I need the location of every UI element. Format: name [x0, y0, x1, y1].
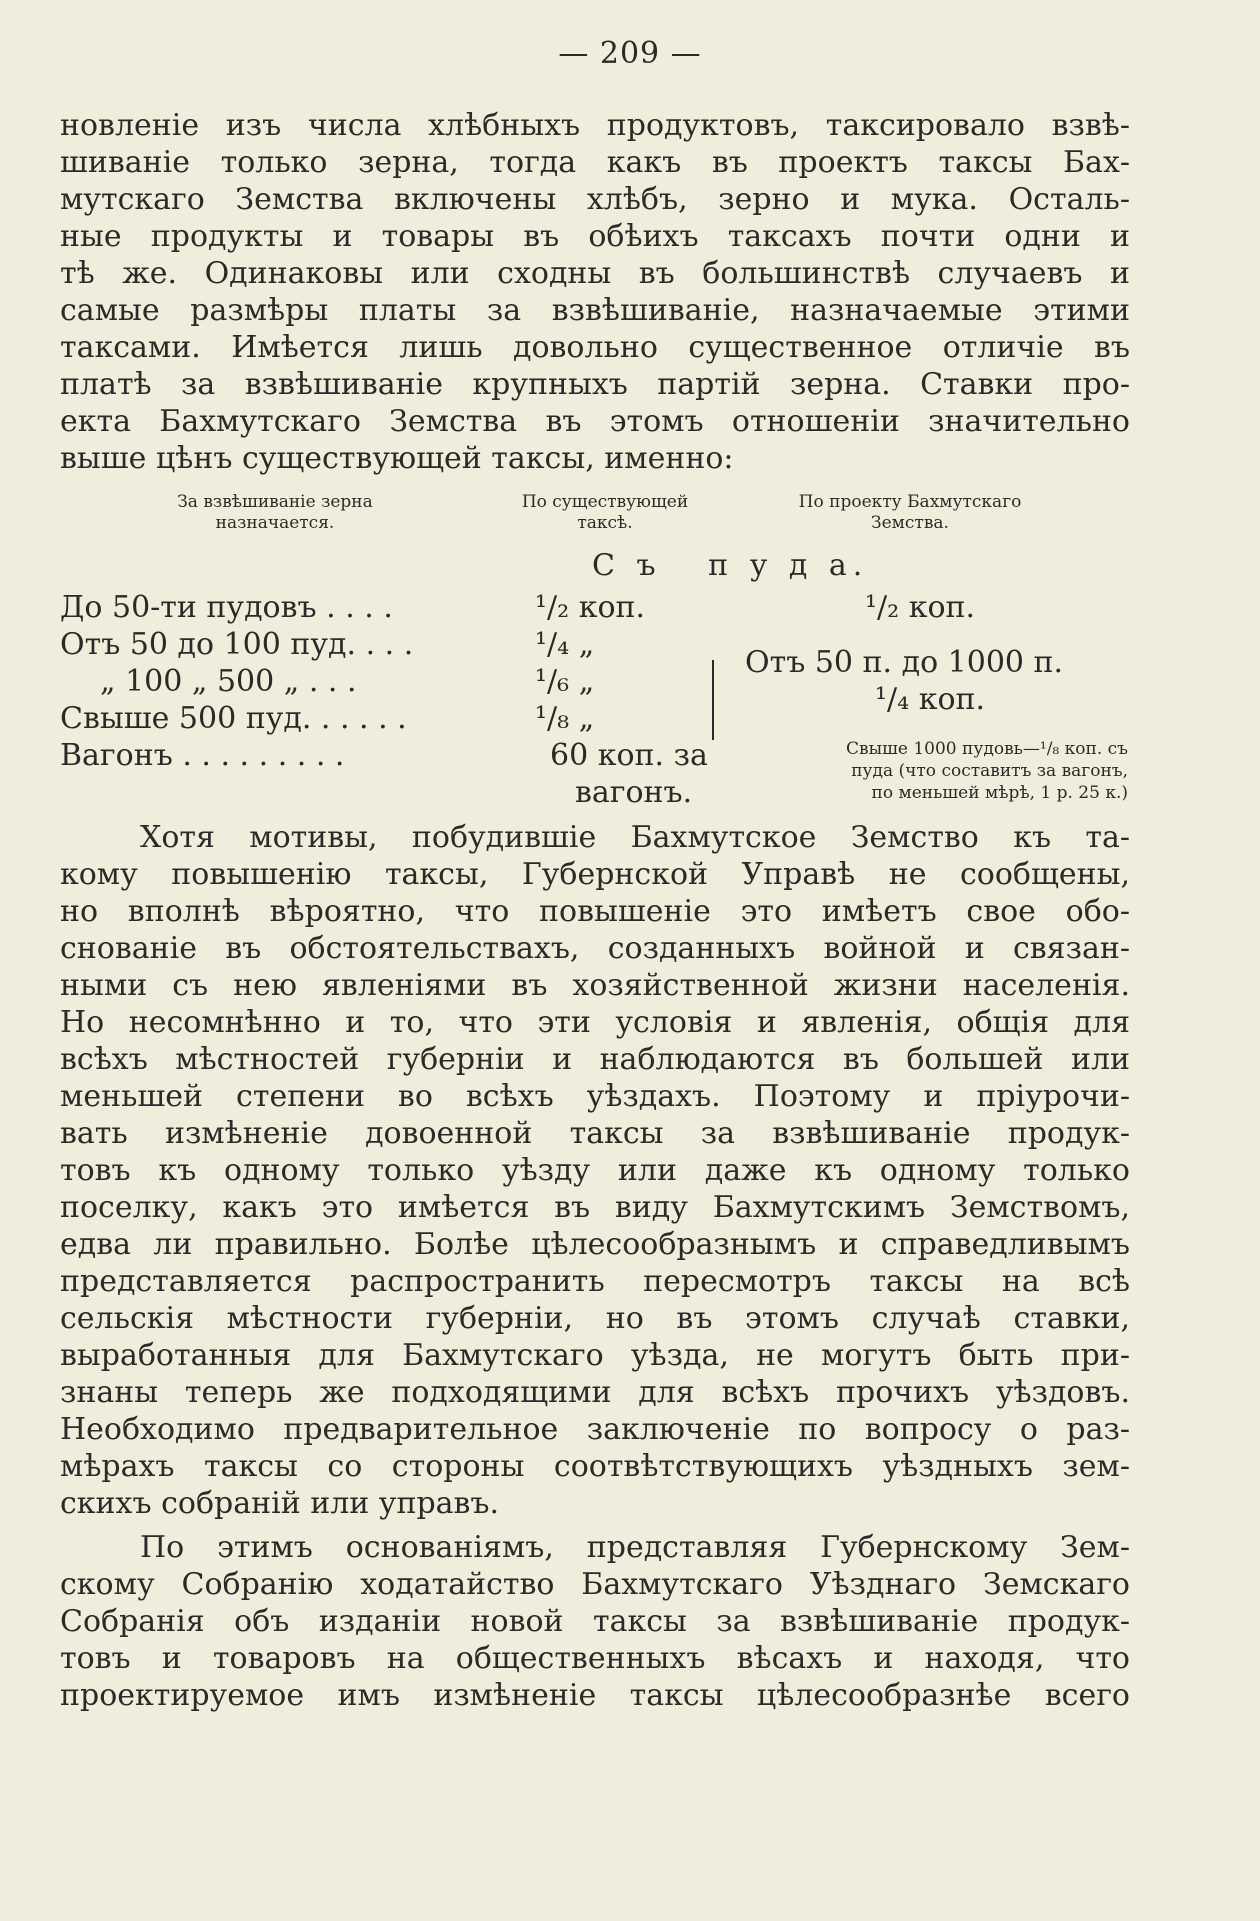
- row-label: Вагонъ . . . . . . . . .: [60, 738, 345, 773]
- text-line: новленіе изъ числа хлѣбныхъ продуктовъ, таксировало взвѣ-: [60, 108, 1130, 143]
- text-line: Хотя мотивы, побудившіе Бахмутское Земство къ та-: [140, 820, 1130, 855]
- row-existing: ¹/₆ „: [535, 664, 595, 699]
- note-line: Свыше 1000 пудовь—¹/₈ коп. съ: [845, 739, 1128, 759]
- text-line: поселку, какъ это имѣется въ виду Бахмутскимъ Земствомъ,: [60, 1190, 1130, 1225]
- text-line: скихъ собраній или управъ.: [60, 1486, 500, 1521]
- column-header-weight: [140, 492, 410, 534]
- row-label: Отъ 50 до 100 пуд. . . .: [60, 627, 414, 662]
- text-line: вать измѣненіе довоенной таксы за взвѣшиваніе продук-: [60, 1116, 1130, 1151]
- text-line: По этимъ основаніямъ, представляя Губернскому Зем-: [140, 1530, 1130, 1565]
- text-line: сельскія мѣстности губерніи, но въ этомъ случаѣ ставки,: [60, 1301, 1130, 1336]
- row-existing-cont: вагонъ.: [575, 775, 693, 810]
- row-existing: 60 коп. за: [550, 738, 708, 773]
- text-line: ные продукты и товары въ обѣихъ таксахъ почти одни и: [60, 219, 1130, 254]
- note-line: пуда (что составитъ за вагонъ,: [851, 761, 1128, 781]
- text-line: мутскаго Земства включены хлѣбъ, зерно и мука. Осталь-: [60, 182, 1130, 217]
- text-line: представляется распространить пересмотръ таксы на всѣ: [60, 1264, 1130, 1299]
- text-line: скому Собранію ходатайство Бахмутскаго Уѣзднаго Земскаго: [60, 1567, 1130, 1602]
- text-line: Но несомнѣнно и то, что эти условія и явленія, общія для: [60, 1005, 1130, 1040]
- column-header-existing: [490, 492, 720, 534]
- project-range-value: ¹/₄ коп.: [875, 682, 986, 717]
- text-line: но вполнѣ вѣроятно, что повышеніе это имѣетъ свое обо-: [60, 894, 1130, 929]
- project-first: ¹/₂ коп.: [865, 590, 976, 625]
- text-line: тѣ же. Одинаковы или сходны въ большинствѣ случаевъ и: [60, 256, 1130, 291]
- text-line: Необходимо предварительное заключеніе по вопросу о раз-: [60, 1412, 1130, 1447]
- text-line: кому повышенію таксы, Губернской Управѣ не сообщены,: [60, 857, 1130, 892]
- text-line: выработанныя для Бахмутскаго уѣзда, не могутъ быть при-: [60, 1338, 1130, 1373]
- text-line: таксами. Имѣется лишь довольно существенное отличіе въ: [60, 330, 1130, 365]
- header-line: Земства.: [871, 513, 949, 533]
- text-line: самые размѣры платы за взвѣшиваніе, назначаемые этими: [60, 293, 1130, 328]
- row-label: До 50-ти пудовъ . . . .: [60, 590, 393, 625]
- row-existing: ¹/₈ „: [535, 701, 595, 736]
- header-line: По существующей: [521, 492, 689, 512]
- text-line: Собранія объ изданіи новой таксы за взвѣшиваніе продук-: [60, 1604, 1130, 1639]
- column-header-project: [760, 492, 1060, 534]
- text-line: знаны теперь же подходящими для всѣхъ прочихъ уѣздовъ.: [60, 1375, 1130, 1410]
- text-line: снованіе въ обстоятельствахъ, созданныхъ войной и связан-: [60, 931, 1130, 966]
- brace: [712, 660, 722, 740]
- text-line: мѣрахъ таксы со стороны соотвѣтствующихъ уѣздныхъ зем-: [60, 1449, 1130, 1484]
- text-line: всѣхъ мѣстностей губерніи и наблюдаются въ большей или: [60, 1042, 1130, 1077]
- row-existing: ¹/₂ коп.: [535, 590, 646, 625]
- header-line: таксѣ.: [577, 513, 633, 533]
- text-line: меньшей степени во всѣхъ уѣздахъ. Поэтому и пріурочи-: [60, 1079, 1130, 1114]
- text-line: платѣ за взвѣшиваніе крупныхъ партій зерна. Ставки про-: [60, 367, 1130, 402]
- text-line: товъ къ одному только уѣзду или даже къ одному только: [60, 1153, 1130, 1188]
- text-line: едва ли правильно. Болѣе цѣлесообразнымъ и справедливымъ: [60, 1227, 1130, 1262]
- text-line: проектируемое имъ измѣненіе таксы цѣлесообразнѣе всего: [60, 1678, 1130, 1713]
- text-line: товъ и товаровъ на общественныхъ вѣсахъ и находя, что: [60, 1641, 1130, 1676]
- project-note: [760, 738, 1128, 804]
- per-pud-caption: С ъ п у д а.: [592, 548, 869, 583]
- project-range: Отъ 50 п. до 1000 п.: [745, 645, 1064, 680]
- header-line: назначается.: [215, 513, 335, 533]
- text-line: екта Бахмутскаго Земства въ этомъ отношеніи значительно: [60, 404, 1130, 439]
- note-line: по меньшей мѣрѣ, 1 р. 25 к.): [871, 783, 1128, 803]
- row-label: „ 100 „ 500 „ . . .: [100, 664, 357, 699]
- header-line: За взвѣшиваніе зерна: [177, 492, 373, 512]
- row-existing: ¹/₄ „: [535, 627, 595, 662]
- text-line: выше цѣнъ существующей таксы, именно:: [60, 441, 734, 476]
- row-label: Свыше 500 пуд. . . . . .: [60, 701, 407, 736]
- text-line: шиваніе только зерна, тогда какъ въ проектъ таксы Бах-: [60, 145, 1130, 180]
- header-line: По проекту Бахмутскаго: [798, 492, 1022, 512]
- page-number: — 209 —: [558, 36, 702, 71]
- text-line: ными съ нею явленіями въ хозяйственной жизни населенія.: [60, 968, 1130, 1003]
